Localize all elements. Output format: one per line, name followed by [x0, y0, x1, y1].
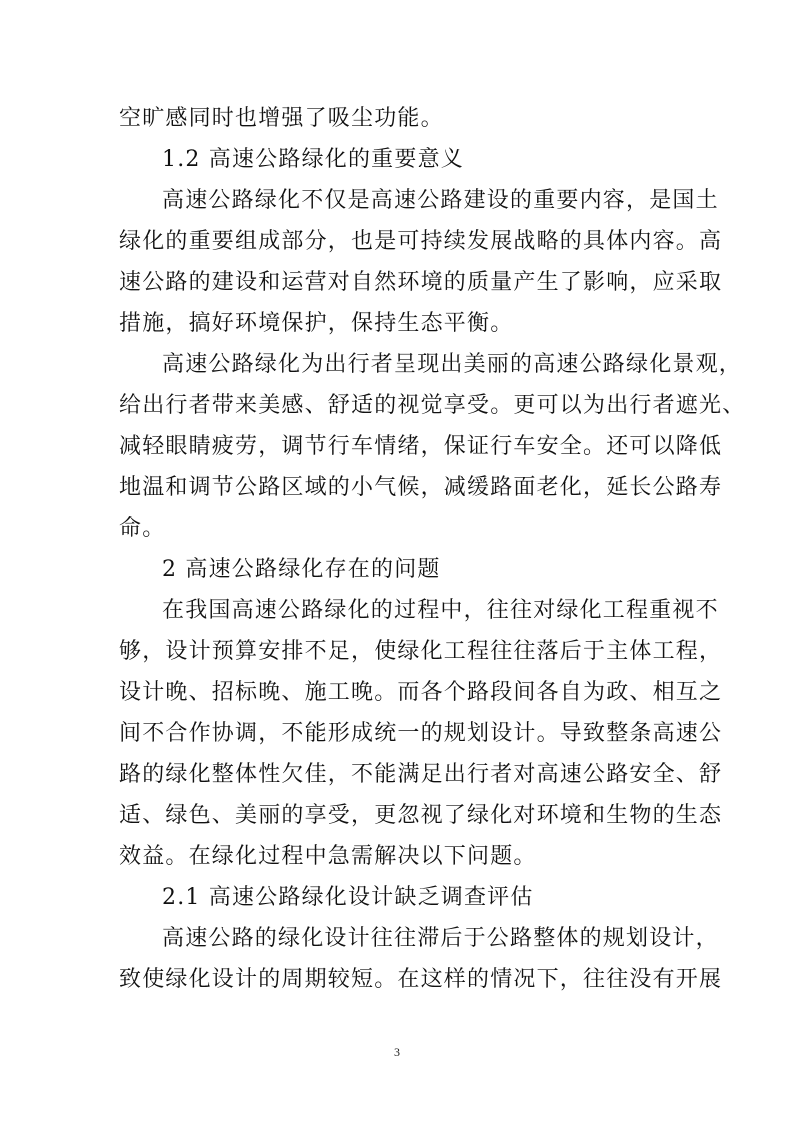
paragraph-line: 效益。在绿化过程中急需解决以下问题。: [119, 844, 537, 869]
paragraph-line: 高速公路绿化不仅是高速公路建设的重要内容，是国土: [162, 188, 719, 213]
paragraph-line: 措施，搞好环境保护，保持生态平衡。: [119, 311, 514, 336]
paragraph-line: 减轻眼睛疲劳，调节行车情绪，保证行车安全。还可以降低: [119, 434, 723, 459]
page-number: 3: [394, 1045, 400, 1059]
paragraph-line: 绿化的重要组成部分，也是可持续发展战略的具体内容。高: [119, 229, 723, 254]
section-heading-2-1: 2.1 高速公路绿化设计缺乏调查评估: [162, 885, 534, 910]
paragraph-line: 高速公路绿化为出行者呈现出美丽的高速公路绿化景观，: [162, 352, 743, 377]
paragraph-line: 设计晚、招标晚、施工晚。而各个路段间各自为政、相互之: [119, 680, 723, 705]
paragraph-line: 地温和调节公路区域的小气候，减缓路面老化，延长公路寿: [119, 475, 723, 500]
section-heading-2: 2 高速公路绿化存在的问题: [162, 557, 441, 582]
paragraph-line: 命。: [119, 516, 166, 541]
paragraph-line: 致使绿化设计的周期较短。在这样的情况下，往往没有开展: [119, 967, 723, 992]
paragraph-line: 路的绿化整体性欠佳，不能满足出行者对高速公路安全、舒: [119, 762, 723, 787]
paragraph-line: 在我国高速公路绿化的过程中，往往对绿化工程重视不: [162, 598, 719, 623]
paragraph-line: 速公路的建设和运营对自然环境的质量产生了影响，应采取: [119, 270, 723, 295]
paragraph-line: 够，设计预算安排不足，使绿化工程往往落后于主体工程，: [119, 639, 723, 664]
paragraph-line: 给出行者带来美感、舒适的视觉享受。更可以为出行者遮光、: [119, 393, 746, 418]
paragraph-line: 间不合作协调，不能形成统一的规划设计。导致整条高速公: [119, 721, 723, 746]
paragraph-line: 高速公路的绿化设计往往滞后于公路整体的规划设计，: [162, 926, 719, 951]
paragraph-line: 空旷感同时也增强了吸尘功能。: [119, 106, 444, 131]
section-heading-1-2: 1.2 高速公路绿化的重要意义: [162, 147, 464, 172]
paragraph-line: 适、绿色、美丽的享受，更忽视了绿化对环境和生物的生态: [119, 803, 723, 828]
